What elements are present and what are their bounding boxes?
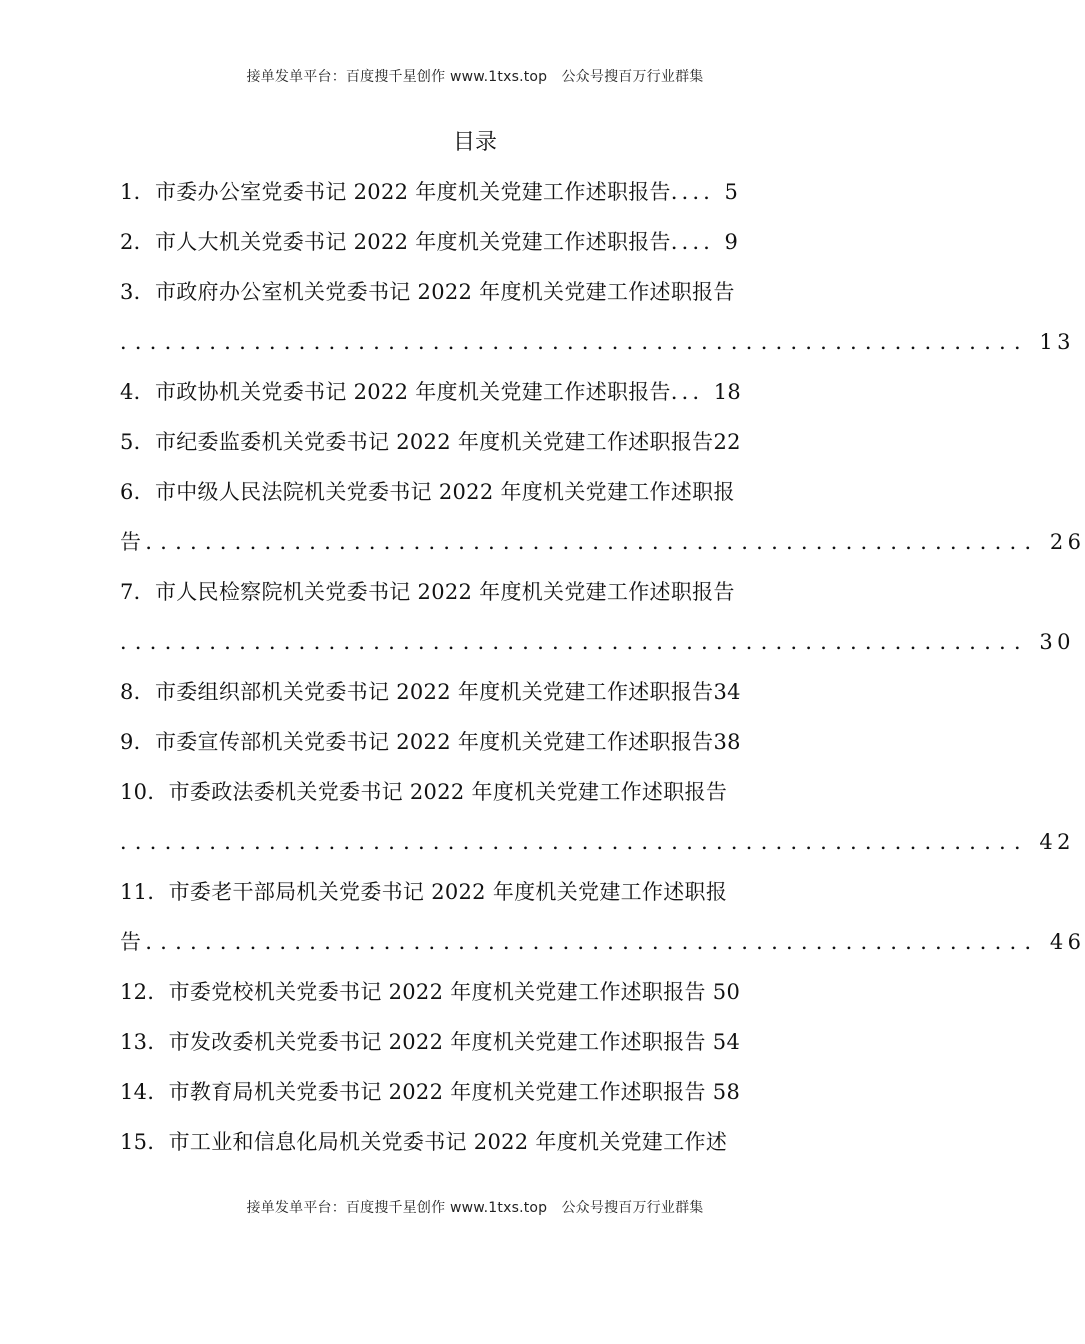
toc-line[interactable]: 4．市政协机关党委书记 2022 年度机关党建工作述职报告．．．18 [120, 380, 742, 404]
toc-line[interactable]: 14．市教育局机关党委书记 2022 年度机关党建工作述职报告 58 [120, 1080, 741, 1104]
toc-line[interactable]: 7．市人民检察院机关党委书记 2022 年度机关党建工作述职报告 [120, 580, 735, 604]
toc-line[interactable]: ．．．．．．．．．．．．．．．．．．．．．．．．．．．．．．．．．．．．．．．．．．．．．．．．．．．．．．．．．．．．．13 [120, 330, 1075, 354]
toc-title: 目录 [452, 130, 497, 155]
toc-line[interactable]: ．．．．．．．．．．．．．．．．．．．．．．．．．．．．．．．．．．．．．．．．．．．．．．．．．．．．．．．．．．．．．42 [120, 830, 1075, 854]
toc-line[interactable]: 11．市委老干部局机关党委书记 2022 年度机关党建工作述职报 [120, 880, 728, 904]
toc-line[interactable]: 告．．．．．．．．．．．．．．．．．．．．．．．．．．．．．．．．．．．．．．．．．．．．．．．．．．．．．．．．．．．．46 [120, 930, 1085, 954]
toc-line[interactable]: 1．市委办公室党委书记 2022 年度机关党建工作述职报告．．．．5 [120, 180, 739, 204]
toc-line[interactable]: 5．市纪委监委机关党委书记 2022 年度机关党建工作述职报告22 [120, 430, 741, 454]
toc-line[interactable]: ．．．．．．．．．．．．．．．．．．．．．．．．．．．．．．．．．．．．．．．．．．．．．．．．．．．．．．．．．．．．．30 [120, 630, 1075, 654]
toc-line[interactable]: 13．市发改委机关党委书记 2022 年度机关党建工作述职报告 54 [120, 1030, 741, 1054]
page-header: 接单发单平台：百度搜千星创作 www.1txs.top 公众号搜百万行业群集 [246, 69, 704, 85]
toc-line[interactable]: 2．市人大机关党委书记 2022 年度机关党建工作述职报告．．．．9 [120, 230, 739, 254]
toc-line[interactable]: 9．市委宣传部机关党委书记 2022 年度机关党建工作述职报告38 [120, 730, 741, 754]
toc-line[interactable]: 12．市委党校机关党委书记 2022 年度机关党建工作述职报告 50 [120, 980, 741, 1004]
table-of-contents [120, 167, 1085, 1167]
toc-line[interactable]: 8．市委组织部机关党委书记 2022 年度机关党建工作述职报告34 [120, 680, 741, 704]
toc-line[interactable]: 15．市工业和信息化局机关党委书记 2022 年度机关党建工作述 [120, 1130, 728, 1154]
toc-line[interactable]: 3．市政府办公室机关党委书记 2022 年度机关党建工作述职报告 [120, 280, 735, 304]
page-footer: 接单发单平台：百度搜千星创作 www.1txs.top 公众号搜百万行业群集 [246, 1200, 704, 1216]
toc-line[interactable]: 10．市委政法委机关党委书记 2022 年度机关党建工作述职报告 [120, 780, 728, 804]
toc-line[interactable]: 6．市中级人民法院机关党委书记 2022 年度机关党建工作述职报 [120, 480, 735, 504]
toc-line[interactable]: 告．．．．．．．．．．．．．．．．．．．．．．．．．．．．．．．．．．．．．．．．．．．．．．．．．．．．．．．．．．．．26 [120, 530, 1085, 554]
